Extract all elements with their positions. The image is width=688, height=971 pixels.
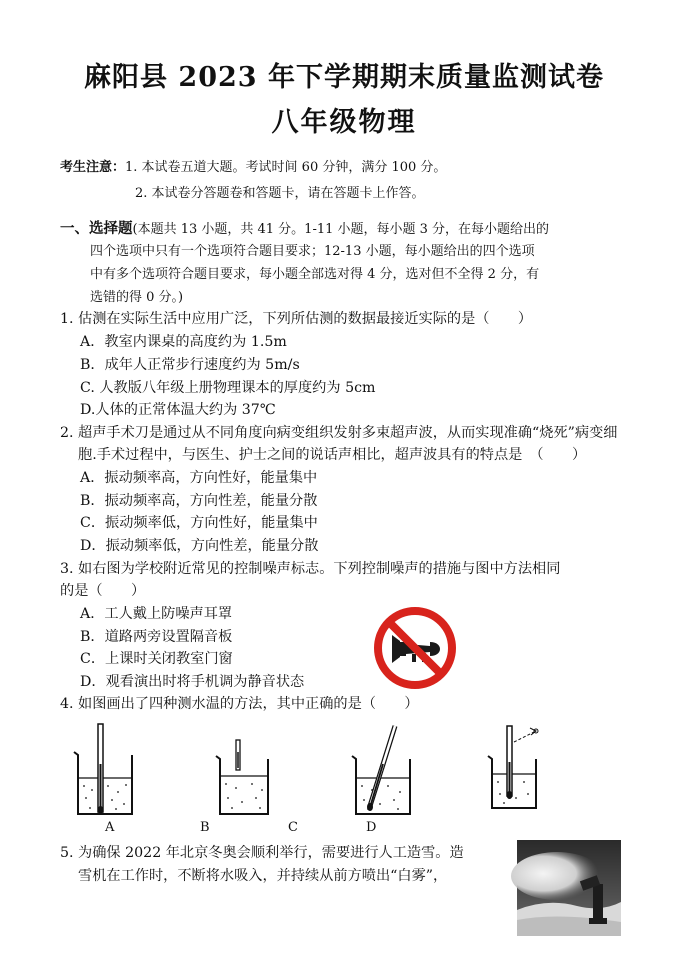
q5-stem-2: 雪机在工作时，不断将水吸入，并持续从前方喷出“白雾”， — [78, 868, 448, 884]
exam-subtitle: 八年级物理 — [271, 107, 417, 138]
q2-stem-2: 胞.手术过程中，与医生、护士之间的说话声相比，超声波具有的特点是 （ ） — [78, 447, 587, 463]
notice-label: 考生注意： — [60, 160, 126, 175]
notice-line-1 — [60, 158, 446, 178]
q2-option-c: C．振动频率低，方向性好，能量集中 — [80, 515, 318, 531]
notice-line-2: 2. 本试卷分答题卷和答题卡，请在答题卡上作答。 — [135, 186, 425, 201]
section1-line-1 — [60, 219, 549, 240]
q1-option-b: B．成年人正常步行速度约为 5m/s — [80, 357, 300, 373]
section1-heading: 一、选择题 — [60, 220, 133, 237]
q1-option-a: A．教室内课桌的高度约为 1.5m — [80, 334, 287, 350]
q1-option-d: D.人体的正常体温大约为 37℃ — [80, 402, 276, 418]
q4-stem: 4. 如图画出了四种测水温的方法，其中正确的是（ ） — [60, 696, 419, 712]
notice-text-1: 1. 本试卷五道大题。考试时间 60 分钟，满分 100 分。 — [125, 160, 447, 175]
q2-option-a: A．振动频率高，方向性好，能量集中 — [80, 470, 318, 486]
q2-option-d: D．振动频率低，方向性差，能量分散 — [80, 538, 319, 554]
section1-line-2: 四个选项中只有一个选项符合题目要求；12-13 小题，每小题给出的四个选项 — [90, 244, 535, 259]
q5-stem-1: 5. 为确保 2022 年北京冬奥会顺利举行，需要进行人工造雪。造 — [60, 845, 464, 861]
q3-stem-1: 3. 如右图为学校附近常见的控制噪声标志。下列控制噪声的措施与图中方法相同 — [60, 561, 561, 577]
q3-option-b: B．道路两旁设置隔音板 — [80, 629, 233, 645]
q2-stem-1: 2. 超声手术刀是通过从不同角度向病变组织发射多束超声波，从而实现准确“烧死”病变细 — [60, 425, 618, 441]
option-label-b: B — [200, 820, 210, 835]
beaker-c-diagram — [348, 722, 418, 818]
beaker-b-diagram — [212, 738, 274, 818]
beaker-d-diagram — [484, 722, 554, 818]
q3-option-a: A．工人戴上防噪声耳罩 — [80, 606, 233, 622]
q2-option-b: B．振动频率高，方向性差，能量分散 — [80, 493, 318, 509]
q1-stem: 1. 估测在实际生活中应用广泛，下列所估测的数据最接近实际的是（ ） — [60, 311, 533, 327]
exam-title: 麻阳县 2023 年下学期期末质量监测试卷 — [84, 62, 604, 93]
beaker-a-diagram — [70, 722, 140, 818]
q3-option-c: C．上课时关闭教室门窗 — [80, 651, 233, 667]
section1-text-1: (本题共 13 小题，共 41 分。1-11 小题，每小题 3 分，在每小题给出的 — [132, 222, 550, 237]
q1-option-c: C. 人教版八年级上册物理课本的厚度约为 5cm — [80, 380, 376, 396]
option-label-c: C — [288, 820, 298, 835]
section1-line-3: 中有多个选项符合题目要求，每小题全部选对得 4 分，选对但不全得 2 分，有 — [90, 267, 540, 282]
option-label-d: D — [366, 820, 377, 835]
no-horn-sign-icon — [372, 605, 458, 691]
q3-stem-2: 的是（ ） — [60, 583, 146, 599]
option-label-a: A — [105, 820, 115, 835]
snow-machine-photo — [517, 840, 621, 936]
section1-line-4: 选错的得 0 分。) — [90, 290, 184, 305]
q3-option-d: D．观看演出时将手机调为静音状态 — [80, 674, 305, 690]
